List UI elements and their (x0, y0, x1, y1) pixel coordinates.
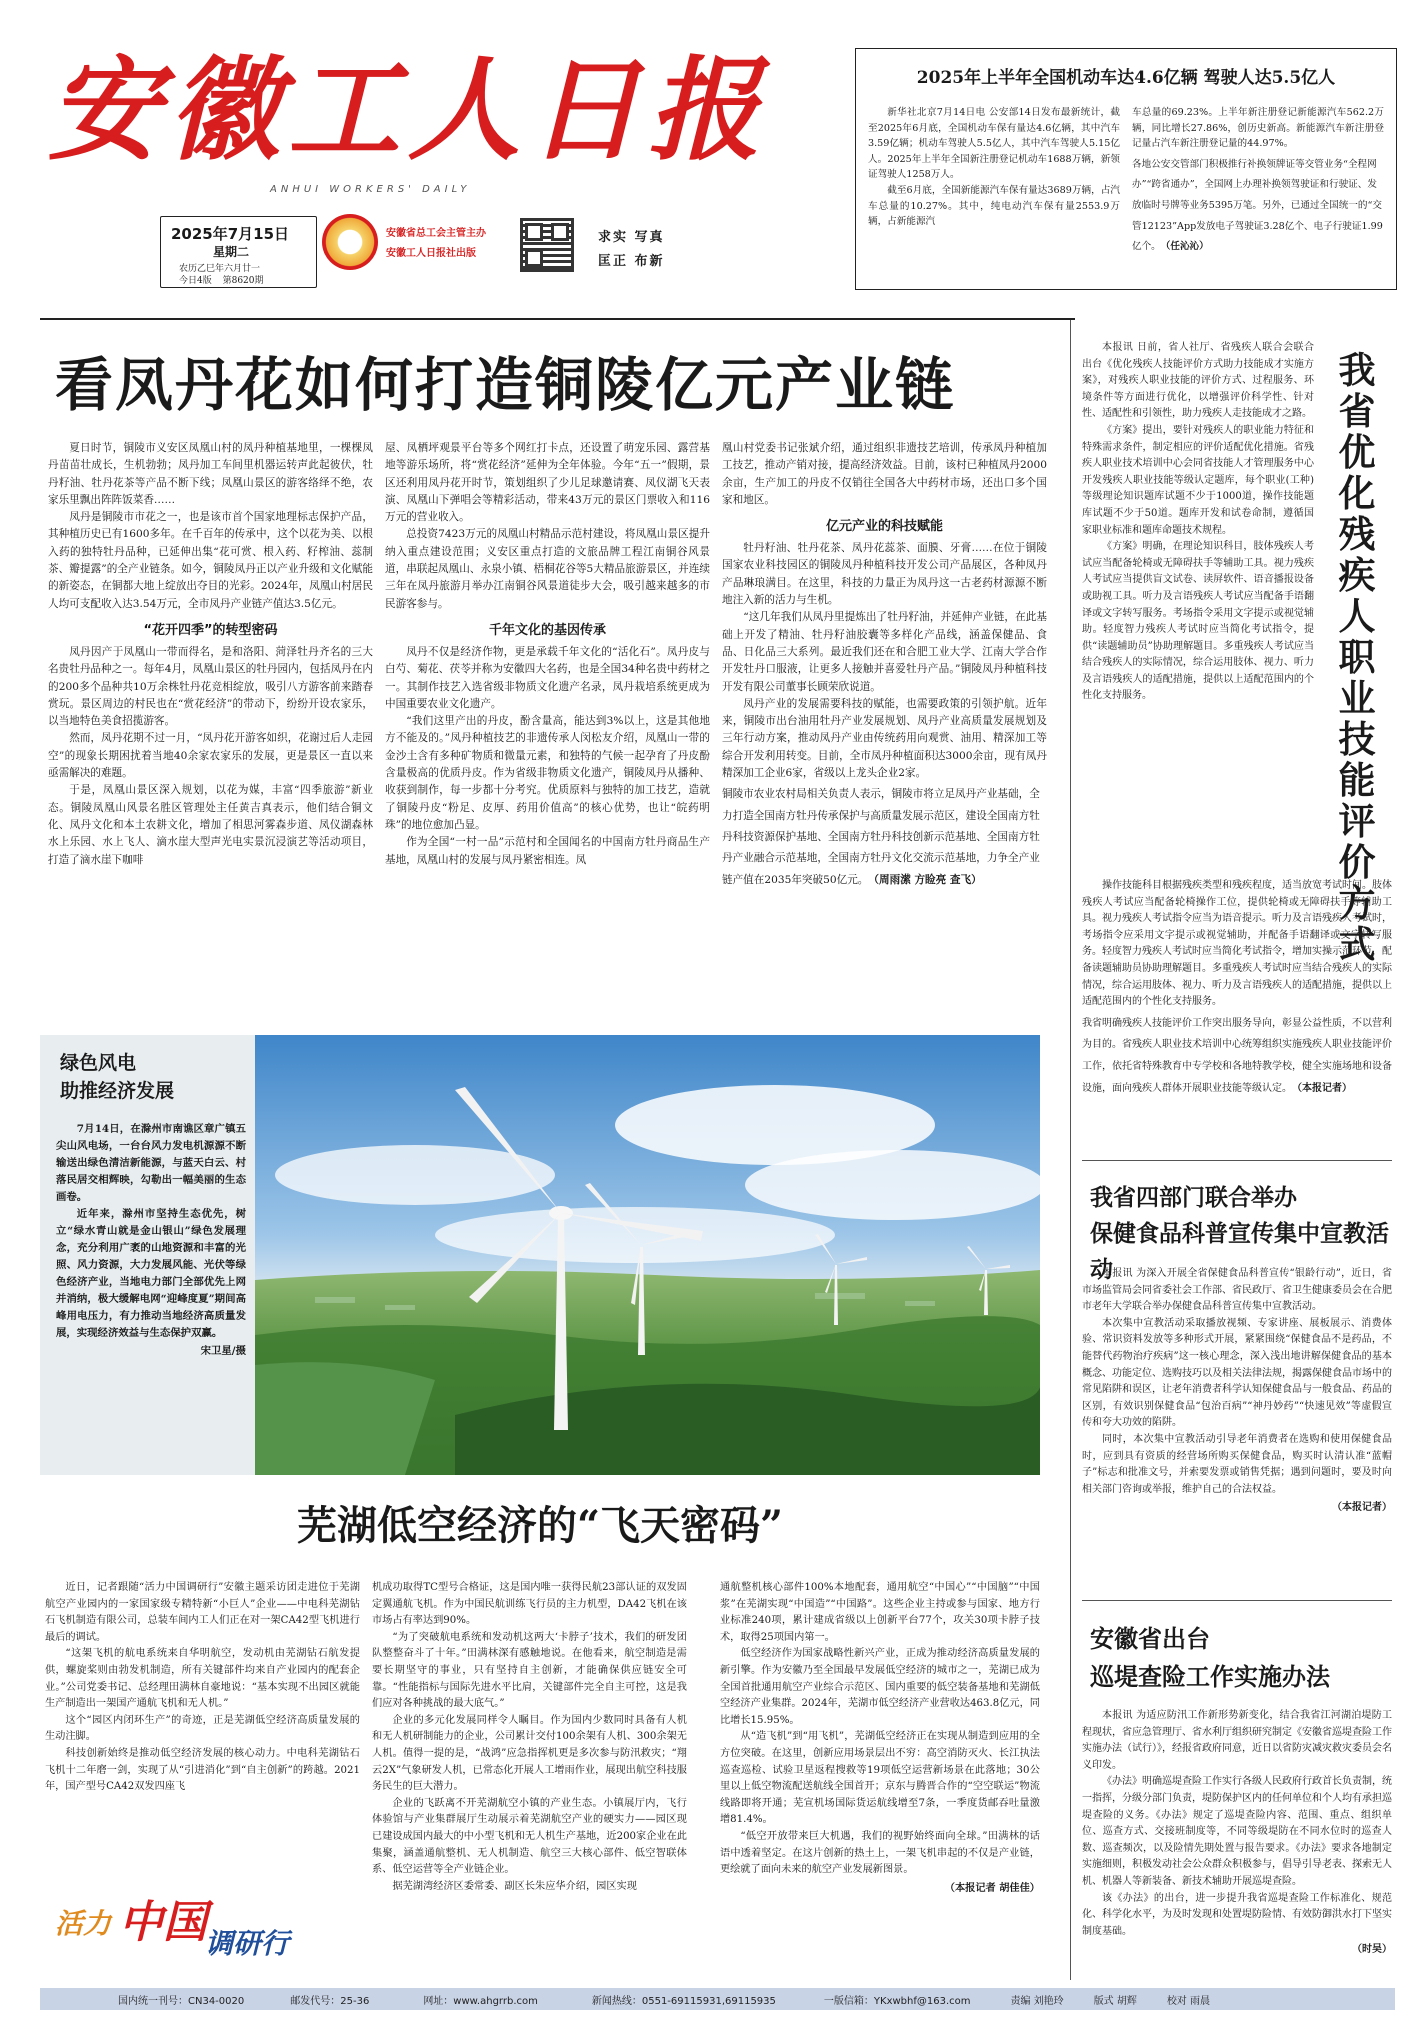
second-para: 企业的多元化发展同样令人瞩目。作为国内少数同时具备有人机和无人机研制能力的企业，公司累计交付100余架有人机、300余架无人机。值得一提的是，“战鸿”应急指挥机更是多次参与防汛救灾；“翔云2X”气象研发人机，已常态化开展人工增雨作业，展现出航空科技服务民生的巨大潜力。 (372, 1714, 687, 1793)
footer-email[interactable]: 一版信箱：YKxwbhf@163.com (823, 1995, 971, 2007)
art2-para: 本报讯 为深入开展全省保健食品科普宣传“银龄行动”，近日，省市场监管局会同省委社会工作部、省民政厅、省卫生健康委员会在合肥市老年大学联合举办保健食品科普宣传集中宣教活动。 (1082, 1268, 1392, 1313)
campaign-logo-text: 中国 (119, 1897, 207, 1948)
union-emblem-icon (322, 214, 378, 270)
art3-headline (1090, 1620, 1390, 1696)
lead-para: 凤丹产业的发展需要科技的赋能，也需要政策的引领护航。近年来，铜陵市出台油用牡丹产业发展规划、凤丹产业高质量发展规划及三年行动方案，推动凤丹产业由传统药用向观赏、油用、精深加工等综合开发利用转变。目前，全市凤丹种植面积达3000余亩，现有凤丹精深加工企业6家，省级以上龙头企业2家。 (722, 697, 1047, 780)
motto-2: 匡正 布新 (598, 254, 665, 269)
wind-farm-photo (255, 1035, 1040, 1475)
right-divider-1 (1082, 1160, 1392, 1161)
art3-para: 本报讯 为适应防汛工作新形势新变化，结合我省江河湖泊堤防工程现状，省应急管理厅、省水利厅组织研究制定《安徽省巡堤查险工作实施办法（试行）》，经报省政府同意，近日以省防灾减灾救灾委员会名义印发。 (1082, 1710, 1392, 1771)
footer-proofread: 校对 雨晨 (1166, 1995, 1211, 2007)
photo-caption-text: 7月14日，在滁州市南谯区章广镇五尖山风电场，一台台风力发电机源源不断输送出绿色清洁新能源，与蓝天白云、村落民居交相辉映，勾勒出一幅美丽的生态画卷。 (56, 1123, 246, 1203)
second-col-2 (372, 1580, 687, 1970)
page-count: 今日4版 (179, 276, 212, 286)
art3-byline: （时吴） (1352, 1944, 1392, 1956)
second-byline: （本报记者 胡佳佳） (944, 1881, 1040, 1894)
lead-para: 然而，凤丹花期不过一月，“凤丹花开游客如织，花谢过后人走园空”的现象长期困扰着当地40余家农家乐的发展，更是景区一直以来亟需解决的难题。 (48, 732, 373, 780)
top-news-para: 各地公安交管部门积极推行补换领牌证等交管业务“全程网办”“跨省通办”，全国网上办理补换领驾驶证和行驶证、发放临时号牌等业务5395万笔。另外，已通过全国统一的“交管12123”App发放电子驾驶证3.28亿个、电子行驶证1.99亿个。 (1132, 158, 1383, 253)
art2-byline: （本报记者） (1332, 1502, 1392, 1514)
art1-para: 操作技能科目根据残疾类型和残疾程度，适当放宽考试时间。肢体残疾人考试应当配备轮椅操作工位，提供轮椅或无障碍扶手等辅助工具。视力残疾人考试指令应当为语音提示。听力及言语残疾人考试时，考场指令应采用文字提示或视觉辅助，并配备手语翻译或文字转写服务。轻度智力残疾人考试时应当简化考试指令，增加实操示范环节，配备读题辅助员协助理解题目。多重残疾人考试时应当结合残疾人的实际情况，综合运用肢体、视力、听力及言语残疾人的适配措施，提供以上适配范围内的个性化支持服务。 (1082, 880, 1392, 1008)
art1-para: 我省明确残疾人技能评价工作突出服务导向，彰显公益性质，不以营利为目的。省残疾人职业技术培训中心统筹组织实施残疾人职业技能评价工作，依托省特殊教育中专学校和各地特教学校，健全实施场地和设备设施，面向残疾人群体开展职业技能等级认定。 (1082, 1017, 1392, 1094)
second-headline: 芜湖低空经济的“飞天密码” (296, 1502, 783, 1549)
photo-caption-body (56, 1121, 246, 1471)
art1-para: 《方案》提出，要针对残疾人的职业能力特征和特殊需求条件，制定相应的评价适配优化措施。省残疾人职业技术培训中心会同省技能人才管理服务中心开发残疾人职业技能等级认定题库，每个职业(工种)等级理论知识题库试题不少于1000道，操作技能题库试题不少于50道。题库开发和试卷命制，遵循国家职业标准和题库命题技术规程。 (1082, 424, 1314, 536)
photo-caption-panel (40, 1035, 255, 1475)
art1-para: 本报讯 日前，省人社厅、省残疾人联合会联合出台《优化残疾人技能评价方式助力技能成才实施方案》，对残疾人职业技能的评价方式、过程服务、环境条件等方面进行优化，以增强评价科学性、针对性、适配性和引领性，助力残疾人走技能成才之路。 (1082, 342, 1314, 420)
top-news-para: 新华社北京7月14日电 公安部14日发布最新统计，截至2025年6月底，全国机动车保有量达4.6亿辆，其中汽车3.59亿辆；机动车驾驶人5.5亿人，其中汽车驾驶人5.15亿人。2025年上半年全国新注册登记机动车1688万辆，新领证驾驶人1258万人。 (868, 107, 1120, 181)
second-col-3 (720, 1580, 1040, 1970)
footer-layout: 版式 胡辉 (1093, 1995, 1137, 2007)
right-column-divider (1070, 320, 1071, 1980)
art3-headline-line2: 巡堤查险工作实施办法 (1090, 1663, 1330, 1691)
issue-number: 第8620期 (222, 276, 264, 286)
lead-col-3 (722, 440, 1047, 1020)
art2-para: 本次集中宣教活动采取播放视频、专家讲座、展板展示、消费体验、常识资料发放等多种形式开展，紧紧围绕“保健食品不是药品，不能替代药物治疗疾病”这一核心理念，深入浅出地讲解保健食品的基本概念、功能定位、选购技巧以及相关法律法规，揭露保健食品市场中的常见陷阱和误区，让老年消费者科学认知保健食品与一般食品、药品的区别，有效识别保健食品“包治百病”“神丹妙药”“快速见效”等虚假宣传和夸大功效的陷阱。 (1082, 1317, 1392, 1429)
top-news-col-2 (1132, 105, 1384, 285)
second-para: “这架飞机的航电系统来自华明航空，发动机由芜湖钻石航发提供，螺旋桨则由勃发机制造，所有关键部件均来自产业园内的配套企业。”公司党委书记、总经理田满林自豪地说：“基本实现不出园区就能生产制造出一架国产通航飞机和无人机。” (45, 1648, 360, 1710)
qr-code-icon[interactable] (520, 218, 574, 272)
art3-body (1082, 1708, 1392, 1980)
top-news-box (855, 48, 1397, 290)
art1-headline-text: 我省优化残疾人职业技能评价方式 (1338, 349, 1376, 966)
masthead (30, 18, 850, 318)
sponsor-2: 安徽工人日报社出版 (386, 248, 476, 259)
art2-body (1082, 1266, 1392, 1591)
footer-hotline: 新闻热线：0551-69115931,69115935 (591, 1995, 776, 2007)
art1-headline (1322, 350, 1392, 965)
lead-para: 牡丹籽油、牡丹花茶、凤丹花蕊茶、面膜、牙膏……在位于铜陵国家农业科技园区的铜陵凤丹种植科技开发公司产品展区，各种凤丹产品琳琅满目。在这里，科技的力量正为凤丹这一古老药材源源不断地注入新的活力与生机。 (722, 542, 1047, 607)
second-para: 科技创新始终是推动低空经济发展的核心动力。中电科芜湖钻石飞机十二年磨一剑，实现了从“引进消化”到“自主创新”的跨越。2021年，国产型号CA42双发四座飞 (45, 1747, 360, 1793)
footer-editor: 责编 刘艳玲 (1010, 1995, 1064, 2007)
newspaper-title: 安徽工人日报 (48, 45, 768, 176)
art2-headline-line2: 保健食品科普宣传集中宣教活动 (1090, 1221, 1389, 1283)
lead-para: 总投资7423万元的凤凰山村精品示范村建设，将凤凰山景区提升纳入重点建设范围；义安区重点打造的文旅品牌工程江南铜谷风景道，串联起凤凰山、永泉小镇、梧桐花谷等5大精品旅游景区，并连续三年在凤丹旅游月举办江南铜谷风景道徒步大会，吸引越来越多的市民游客参与。 (385, 528, 710, 610)
second-para: 近日，记者跟随“活力中国调研行”安徽主题采访团走进位于芜湖航空产业园内的一家国家级专精特新“小巨人”企业——中电科芜湖钻石飞机制造有限公司，总装车间内工人们正在对一架CA42型飞机进行最后的调试。 (45, 1582, 360, 1643)
issue-meta (179, 273, 264, 286)
lead-para: 凰山村党委书记张斌介绍，通过组织非遗技艺培训，传承凤丹种植加工技艺，推动产销对接，提高经济效益。目前，该村已种植凤丹2000余亩，生产加工的丹皮不仅销往全国各大中药材市场，还出口多个国家和地区。 (722, 442, 1047, 506)
right-divider-2 (1082, 1600, 1392, 1601)
top-news-para: 车总量的69.23%。上半年新注册登记新能源汽车562.2万辆，同比增长27.86%，创历史新高。新能源汽车新注册登记量占汽车新注册登记量的44.97%。 (1132, 107, 1384, 150)
issue-weekday: 星期二 (213, 245, 250, 259)
lead-para: 于是，凤凰山景区深入规划，以花为媒，丰富“四季旅游”新业态。铜陵凤凰山风景名胜区管理处主任黄吉真表示，他们结合铜文化、凤丹文化和本土农耕文化，增加了相思河雾森步道、凤仪湖森林水上乐园、水上飞人、滴水崖大型声光电实景沉浸演艺等活动项目，打造了滴水崖下咖啡 (48, 784, 373, 866)
art2-para: 同时，本次集中宣教活动引导老年消费者在选购和使用保健食品时，应到具有资质的经营场所购买保健食品，购买时认清认准“蓝帽子”标志和批准文号，并索要发票或销售凭据；遇到问题时，要及时向相关部门咨询或举报，维护自己的合法权益。 (1082, 1433, 1392, 1495)
second-para: 低空经济作为国家战略性新兴产业，正成为推动经济高质量发展的新引擎。作为安徽乃至全国最早发展低空经济的城市之一，芜湖已成为全国首批通用航空产业综合示范区、国内重要的低空装备基地和芜湖低空经济产业集群。2024年，芜湖市低空经济产业营收达463.8亿元，同比增长15.95%。 (720, 1648, 1040, 1726)
footer-bar (40, 1988, 1395, 2010)
sponsor-1: 安徽省总工会主管主办 (386, 228, 486, 239)
date-box (160, 216, 317, 288)
photo-caption-title (60, 1049, 174, 1105)
second-col-1 (45, 1580, 360, 1870)
photo-caption-text: 近年来，滁州市坚持生态优先，树立“绿水青山就是金山银山”绿色发展理念，充分利用广袤的山地资源和丰富的光照、风力资源，大力发展风能、光伏等绿色经济产业，当地电力部门全部优先上网并消纳，极大缓解电网“迎峰度夏”期间高峰用电压力，有力推动当地经济高质量发展，实现经济效益与生态保护双赢。 (56, 1208, 246, 1339)
second-para: “低空开放带来巨大机遇，我们的视野始终面向全球。”田满林的话语中透着坚定。在这片创新的热土上，一架飞机串起的不仅是产业链，更绘就了面向未来的航空产业发展新图景。 (720, 1830, 1040, 1876)
top-news-para: 截至6月底，全国新能源汽车保有量达3689万辆，占汽车总量的10.27%。其中，纯电动汽车保有量2553.9万辆，占新能源汽 (868, 184, 1120, 228)
campaign-logo-text: 调研行 (205, 1927, 290, 1960)
lead-para: 凤丹因产于凤凰山一带而得名，是和洛阳、菏泽牡丹齐名的三大名贵牡丹品种之一。每年4月，凤凰山景区的牡丹园内，包括凤丹在内的200多个品种共10万余株牡丹花竞相绽放，吸引八方游客前来踏春赏玩。景区周边的村民也在“赏花经济”的带动下，纷纷开设农家乐，以当地特色美食招揽游客。 (48, 645, 373, 728)
second-para: 从“造飞机”到“用飞机”，芜湖低空经济正在实现从制造到应用的全方位突破。在这里，创新应用场景层出不穷：高空消防灭火、长江执法巡查巡检、试验卫星返程搜救等19项低空运营新场景在此落地；30公里以上低空物流配送航线全国首开；京东与腾晋合作的“空空联运”物流线路即将开通；芜宣机场国际货运航线增至7条，一季度货邮吞吐量激增81.4%。 (720, 1731, 1040, 1826)
photo-caption-title-line1: 绿色风电 (60, 1052, 137, 1074)
lead-byline: （周雨潆 方睑亮 查飞） (868, 873, 982, 886)
second-para: 这个“园区内闭环生产”的奇迹，正是芜湖低空经济高质量发展的生动注脚。 (45, 1714, 360, 1743)
photo-caption-title-line2: 助推经济发展 (60, 1080, 175, 1102)
lead-subhead: 千年文化的基因传承 (488, 622, 606, 638)
lead-subhead: “花开四季”的转型密码 (143, 622, 278, 638)
top-news-byline: （任沁沁） (1160, 241, 1209, 253)
second-para: 企业的飞跃离不开芜湖航空小镇的产业生态。小镇展厅内，飞行体验馆与产业集群展厅生动展示着芜湖航空产业的硬实力——园区现已建设成国内最大的中小型飞机和无人机生产基地，近200家企业在此集聚，涵盖通航整机、无人机制造、航空三大核心部件、低空智联体系、低空运营等全产业链企业。 (372, 1797, 687, 1876)
lead-col-2 (385, 440, 710, 1020)
issue-date: 2025年7月15日 (171, 225, 290, 243)
motto-1: 求实 写真 (598, 230, 665, 245)
lunar-date: 农历乙巳年六月廿一 (179, 264, 261, 274)
second-para: 据芜湖湾经济区委常委、副区长朱应华介绍，园区实现 (392, 1880, 637, 1892)
footer-website[interactable]: 网址：www.ahgrrb.com (423, 1995, 538, 2007)
lead-headline: 看凤丹花如何打造铜陵亿元产业链 (55, 351, 956, 419)
newspaper-subtitle-en: ANHUI WORKERS' DAILY (270, 184, 471, 195)
second-para: “为了突破航电系统和发动机这两大‘卡脖子’技术，我们的研发团队整整奋斗了十年。”田满林深有感触地说。在他看来，航空制造是需要长期坚守的事业，只有坚持自主创新，才能确保供应链安全可靠。“性能指标与国际先进水平比肩，关键部件完全自主可控，这是我们应对各种挑战的最大底气。” (372, 1631, 687, 1710)
lead-para: “我们这里产出的丹皮，酚含量高，能达到3%以上，这是其他地方不能及的。”凤丹种植技艺的非遗传承人闵松友介绍，凤凰山一带的金沙土含有多种矿物质和微量元素，和独特的气候一起孕育了丹皮酚含量极高的优质丹皮。作为省级非物质文化遗产，铜陵凤丹从播种、收获到制作，每一步都十分考究。优质原料与独特的加工技艺，造就了铜陵丹皮“粉足、皮厚、药用价值高”的核心优势，也让“皖药明珠”的地位愈加凸显。 (385, 715, 710, 831)
photo-credit: 宋卫星/摄 (200, 1345, 246, 1357)
campaign-logo (55, 1880, 335, 1970)
lead-para: 铜陵市农业农村局相关负责人表示，铜陵市将立足凤丹产业基础，全力打造全国南方牡丹传承保护与高质量发展示范区，建设全国南方牡丹科技资源保护基地、全国南方牡丹科技创新示范基地、全国南方牡丹产业融合示范基地，全国南方牡丹文化交流示范基地，力争全产业链产值在2035年突破50亿元。 (722, 788, 1040, 886)
lead-subhead: 亿元产业的科技赋能 (825, 519, 943, 535)
art1-para: 《方案》明确，在理论知识科目，肢体残疾人考试应当配备轮椅或无障碍扶手等辅助工具。视力残疾人考试应当提供盲文试卷、读屏软件、语音播报设备或助视工具。听力及言语残疾人考试应当配备手语翻译或文字转写服务。考场指令采用文字提示或视觉辅助。轻度智力残疾人考试时应当简化考试指令，提供“读题辅助员”协助理解题目。多重残疾人考试应当结合残疾人的实际情况，综合运用肢体、视力、听力及言语残疾人的适配措施，提供以上适配范围内的个性化支持服务。 (1082, 541, 1314, 702)
art3-para: 《办法》明确巡堤查险工作实行各级人民政府行政首长负责制，统一指挥，分级分部门负责，堤防保护区内的任何单位和个人均有承担巡堤查险的义务。《办法》规定了巡堤查险内容、范围、重点、组织单位、巡查方式、交接班制度等，不同等级堤防在不同水位时的巡查人数、巡查频次，以及险情先期处置与报告要求。《办法》要求各地制定实施细则，积极发动社会公众群众积极参与，倡导引导老表、探索无人机、机器人等新装备、新技术辅助开展巡堤查险。 (1082, 1776, 1392, 1887)
lead-para: 凤丹是铜陵市市花之一，也是该市首个国家地理标志保护产品，其种植历史已有1600多年。在千百年的传承中，这个以花为美、以根入药的独特牡丹品种，已延伸出集“花可赏、根入药、籽榨油、蕊制茶、瓣提露”的全产业链条。如今，铜陵凤丹正以产业升级和文化赋能的新姿态，在铜都大地上绽放出夺目的光彩。2024年，凤凰山村居民人均可支配收入达3.54万元，全市凤丹产业链产值达3.5亿元。 (48, 511, 373, 610)
top-news-col-1 (868, 105, 1120, 285)
second-para: 机成功取得TC型号合格证，这是国内唯一获得民航23部认证的双发固定翼通航飞机。作为中国民航训练飞行员的主力机型，DA42飞机在该市场占有率达到90%。 (372, 1582, 687, 1627)
lead-para: 作为全国“一村一品”示范村和全国闻名的中国南方牡丹商品生产基地，凤凰山村的发展与凤丹紧密相连。凤 (385, 836, 710, 866)
lead-para: “这几年我们从凤丹里提炼出了牡丹籽油，并延伸产业链，在此基础上开发了精油、牡丹籽油胶囊等多样化产品线，涵盖保健品、食品、日化品三大系列。最近我们还在和合肥工业大学、江南大学合作开发牡丹口服液，让更多人接触并喜爱牡丹产品。”铜陵凤丹种植科技开发有限公司董事长顾荣欣说道。 (722, 611, 1047, 693)
footer-issn: 国内统一刊号：CN34-0020 (118, 1995, 245, 2007)
art3-headline-line1: 安徽省出台 (1090, 1625, 1210, 1653)
art1-body-2 (1082, 878, 1392, 1148)
lead-col-1 (48, 440, 373, 1020)
lead-para: 凤丹不仅是经济作物，更是承载千年文化的“活化石”。凤丹皮与白芍、菊花、茯苓并称为安徽四大名药，也是全国34种名贵中药材之一。其制作技艺入选省级非物质文化遗产名录，凤丹栽培系统更成为中国重要农业文化遗产。 (385, 645, 710, 710)
lead-para: 屋、凤栖坪观景平台等多个网红打卡点，还设置了萌宠乐园、露营基地等游乐场所，将“赏花经济”延伸为全年体验。今年“五一”假期，景区还利用凤丹花开时节，策划组织了少儿足球邀请赛、凤仪湖飞天表演、凤凰山下弹唱会等精彩活动，带来43万元的景区门票收入和116万元的营业收入。 (385, 442, 710, 524)
footer-postal-code: 邮发代号：25-36 (290, 1995, 370, 2007)
art2-headline-line1: 我省四部门联合举办 (1090, 1185, 1297, 1211)
top-news-headline: 2025年上半年全国机动车达4.6亿辆 驾驶人达5.5亿人 (916, 68, 1336, 88)
masthead-divider (40, 318, 1075, 320)
art1-byline: （本报记者） (1292, 1082, 1352, 1094)
campaign-logo-text: 活力 (55, 1907, 112, 1940)
second-para: 通航整机核心部件100%本地配套，通用航空“中国心”“中国脑”“中国浆”在芜湖实现“中国造”“中国路”。这些企业主持或参与国家、地方行业标准240项，累计建成省级以上创新平台77个，攻关30项卡脖子技术，取得25项国内第一。 (720, 1582, 1040, 1643)
wind-farm-image (255, 1035, 1040, 1475)
lead-para: 夏日时节，铜陵市义安区凤凰山村的凤丹种植基地里，一棵棵凤丹苗苗壮成长，生机勃勃；凤丹加工车间里机器运转声此起彼伏，牡丹籽油、牡丹花茶等产品不断下线；凤凰山景区的游客络绎不绝，农家乐里飘出阵阵饭菜香…… (48, 442, 373, 506)
art3-para: 该《办法》的出台，进一步提升我省巡堤查险工作标准化、规范化、科学化水平，为及时发现和处置堤防险情、有效防御洪水打下坚实制度基础。 (1082, 1892, 1392, 1937)
